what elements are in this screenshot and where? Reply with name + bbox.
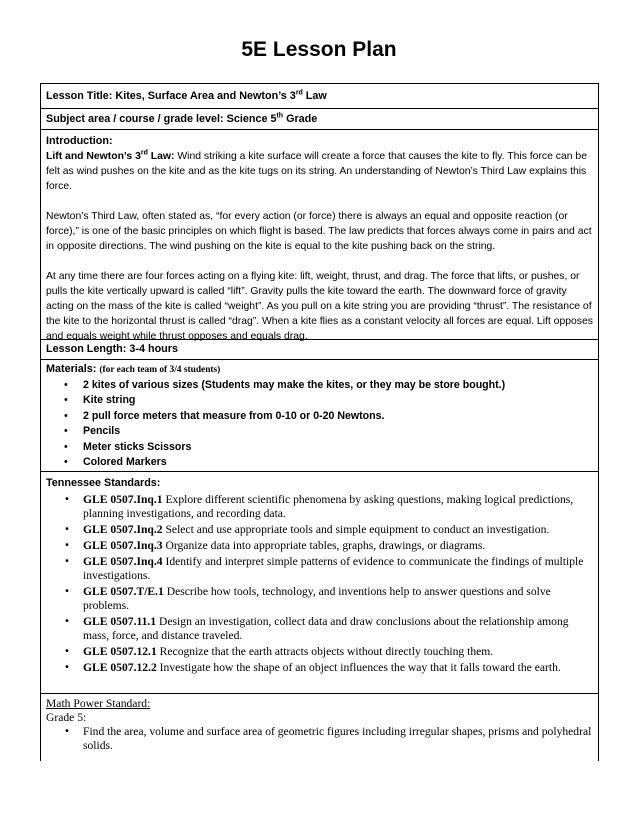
list-item: • GLE 0507.Inq.4 Identify and interpret simple patterns of evidence to communicate the findings of multiple investigations.	[64, 555, 584, 582]
lesson-title-row	[41, 84, 598, 109]
lesson-length-row	[41, 340, 598, 360]
introduction-row	[41, 130, 598, 340]
standards-heading: Tennessee Standards:	[46, 477, 161, 489]
introduction-heading: Introduction:	[46, 135, 113, 147]
list-item: • GLE 0507.12.1 Recognize that the earth attracts objects without directly touching them.	[64, 645, 494, 658]
list-item: • Colored Markers	[64, 456, 167, 469]
list-item: • GLE 0507.Inq.3 Organize data into appropriate tables, graphs, drawings, or diagrams.	[64, 539, 486, 552]
subject-row	[41, 109, 598, 130]
lesson-length-label: Lesson Length:	[46, 343, 127, 355]
math-standard-heading: Math Power Standard:	[46, 697, 151, 710]
materials-row	[41, 360, 598, 472]
introduction-paragraph-2: Newton’s Third Law, often stated as, “for every action (or force) there is always an equal and opposite reaction (or force),” is one of the basic principles on which flight is based. The law predicts that forces always come in pairs and act in opposite directions. The wind pushing on the kite is equal to the kite pushing back on the string.	[46, 211, 592, 252]
standards-list	[46, 493, 593, 675]
materials-note: (for each team of 3/4 students)	[99, 365, 221, 375]
introduction-paragraph-1: Lift and Newton’s 3rd Law: Wind striking a kite surface will create a force that causes the kite to fly. This force can be felt as wind pushes on the kite and as the kite tugs on its string. An understanding of Newton’s Third Law explains this force.	[46, 149, 587, 192]
list-item: • Meter sticks Scissors	[64, 440, 192, 453]
list-item: • GLE 0507.Inq.2 Select and use appropriate tools and simple equipment to conduct an investigation.	[64, 523, 550, 536]
lesson-plan-table	[40, 83, 599, 761]
materials-heading: Materials: (for each team of 3/4 students)	[46, 363, 221, 375]
document-title: 5E Lesson Plan	[241, 38, 397, 61]
list-item: • 2 kites of various sizes (Students may make the kites, or they may be store bought.)	[64, 379, 506, 391]
list-item: • GLE 0507.11.1 Design an investigation, collect data and draw conclusions about the relationship among mass, force, and distance traveled.	[64, 615, 569, 642]
subject-label: Subject area / course / grade level:	[46, 113, 224, 125]
list-item: • GLE 0507.Inq.1 Explore different scientific phenomena by asking questions, making logical predictions, planning investigations, and recording data.	[64, 493, 574, 520]
math-standard-row	[41, 694, 598, 757]
list-item: • GLE 0507.12.2 Investigate how the shape of an object influences the way that it falls toward the earth.	[64, 661, 561, 674]
list-item: • GLE 0507.T/E.1 Describe how tools, technology, and inventions help to answer questions and solve problems.	[64, 585, 551, 612]
list-item: • Find the area, volume and surface area of geometric figures including irregular shapes, prisms and polyhedral solids.	[64, 725, 592, 752]
list-item: • 2 pull force meters that measure from 0-10 or 0-20 Newtons.	[64, 409, 385, 422]
lesson-title-value: Kites, Surface Area and Newton’s 3rd Law	[115, 89, 327, 102]
lesson-title-label: Lesson Title:	[46, 90, 113, 102]
list-item: • Pencils	[64, 425, 121, 438]
subject-value: Science 5th Grade	[226, 112, 318, 125]
list-item: • Kite string	[64, 394, 136, 407]
lesson-length-value: 3-4 hours	[129, 343, 178, 355]
standards-row	[41, 472, 598, 694]
math-standard-list	[46, 725, 593, 753]
materials-list	[46, 378, 593, 470]
math-grade-label: Grade 5:	[46, 711, 87, 724]
introduction-paragraph-3: At any time there are four forces acting on a flying kite: lift, weight, thrust, and drag. The force that lifts, or pushes, or pulls the kite vertically upward is called “lift”. Gravity pulls the kite toward the earth. The downward force of gravity acting on the mass of the kite is called “weight”. As you pull on a kite string you are providing “thrust”. The resistance of the kite to the horizontal thrust is called “drag”. When a kite flies as a constant velocity all forces are equal. Lift opposes and equals weight while thrust opposes and equals drag.	[46, 271, 593, 342]
